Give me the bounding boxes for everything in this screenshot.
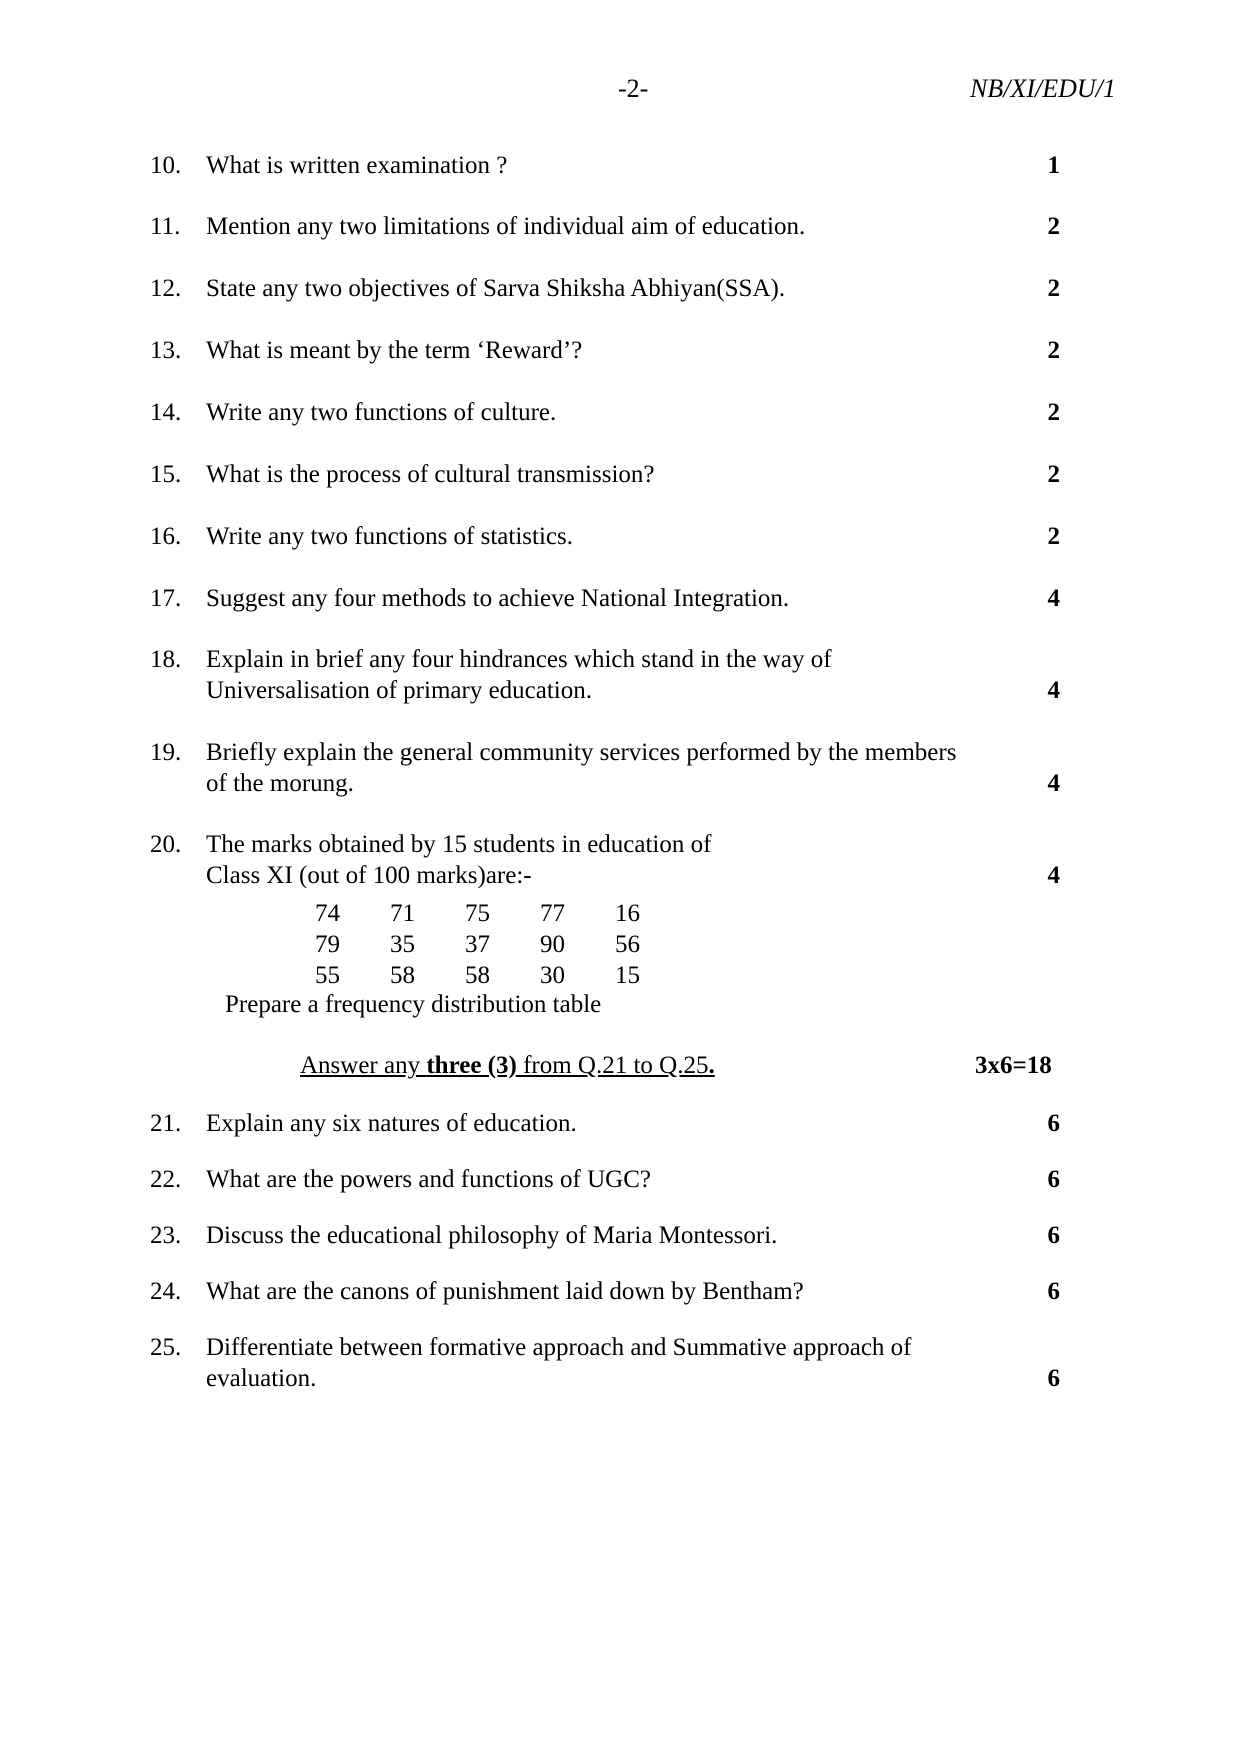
- table-cell: 37: [465, 931, 490, 958]
- question-text: What is written examination ?: [206, 152, 508, 179]
- question-number: 12.: [150, 275, 182, 302]
- q20-instruction: Prepare a frequency distribution table: [225, 991, 602, 1018]
- question-text: [206, 1332, 986, 1394]
- question-text: [206, 737, 1036, 799]
- question-line-1: Explain in brief any four hindrances which stand in the way of: [206, 646, 832, 673]
- section-period: .: [708, 1052, 715, 1079]
- question-line-2: of the morung.: [206, 770, 354, 797]
- question-marks: 4: [1047, 677, 1060, 704]
- question-line-1: Briefly explain the general community services performed by the members: [206, 739, 957, 766]
- question-text: What is the process of cultural transmission?: [206, 461, 655, 488]
- question-number: 17.: [150, 585, 182, 612]
- table-cell: 55: [315, 962, 340, 989]
- question-line-2: evaluation.: [206, 1365, 317, 1392]
- table-cell: 79: [315, 931, 340, 958]
- question-number: 11.: [150, 213, 181, 240]
- question-number: 18.: [150, 646, 182, 673]
- question-number: 19.: [150, 739, 182, 766]
- question-text: State any two objectives of Sarva Shiksha Abhiyan(SSA).: [206, 275, 786, 302]
- table-cell: 90: [540, 931, 565, 958]
- question-text: [206, 644, 986, 706]
- question-number: 15.: [150, 461, 182, 488]
- section-suffix: from Q.21 to Q.25: [516, 1052, 709, 1079]
- question-text: Explain any six natures of education.: [206, 1110, 577, 1137]
- table-cell: 58: [390, 962, 415, 989]
- question-marks: 2: [1047, 337, 1060, 364]
- question-marks: 6: [1047, 1110, 1060, 1137]
- question-marks: 1: [1047, 152, 1060, 179]
- question-text: Write any two functions of statistics.: [206, 523, 573, 550]
- marks-data-table: [290, 898, 665, 991]
- section-marks: 3x6=18: [975, 1052, 1052, 1079]
- section-bold: three (3): [426, 1052, 517, 1079]
- question-text: Write any two functions of culture.: [206, 399, 557, 426]
- question-number: 21.: [150, 1110, 182, 1137]
- question-line-1: The marks obtained by 15 students in education of: [206, 831, 712, 858]
- question-text: Suggest any four methods to achieve National Integration.: [206, 585, 790, 612]
- question-marks: 2: [1047, 213, 1060, 240]
- question-number: 24.: [150, 1278, 182, 1305]
- table-row: [290, 929, 665, 960]
- question-number: 25.: [150, 1334, 182, 1361]
- question-marks: 4: [1047, 585, 1060, 612]
- question-number: 22.: [150, 1166, 182, 1193]
- question-marks: 6: [1047, 1278, 1060, 1305]
- table-cell: 56: [615, 931, 640, 958]
- question-number: 16.: [150, 523, 182, 550]
- question-number: 20.: [150, 831, 182, 858]
- table-cell: 75: [465, 900, 490, 927]
- table-row: [290, 960, 665, 991]
- question-line-2: Universalisation of primary education.: [206, 677, 592, 704]
- table-cell: 74: [315, 900, 340, 927]
- paper-code: NB/XI/EDU/1: [970, 74, 1116, 103]
- table-row: [290, 898, 665, 929]
- question-marks: 4: [1047, 770, 1060, 797]
- question-marks: 4: [1047, 862, 1060, 889]
- question-marks: 6: [1047, 1222, 1060, 1249]
- question-marks: 2: [1047, 523, 1060, 550]
- section-prefix: Answer any: [300, 1052, 427, 1079]
- page-number: -2-: [618, 74, 649, 103]
- question-text: What are the canons of punishment laid down by Bentham?: [206, 1278, 804, 1305]
- table-cell: 71: [390, 900, 415, 927]
- table-cell: 58: [465, 962, 490, 989]
- question-marks: 6: [1047, 1365, 1060, 1392]
- question-marks: 2: [1047, 399, 1060, 426]
- table-cell: 77: [540, 900, 565, 927]
- question-line-1: Differentiate between formative approach and Summative approach of: [206, 1334, 912, 1361]
- question-number: 13.: [150, 337, 182, 364]
- table-cell: 30: [540, 962, 565, 989]
- question-text: Discuss the educational philosophy of Maria Montessori.: [206, 1222, 778, 1249]
- question-text: [206, 829, 986, 891]
- question-marks: 2: [1047, 461, 1060, 488]
- question-marks: 2: [1047, 275, 1060, 302]
- question-text: What are the powers and functions of UGC?: [206, 1166, 651, 1193]
- section-instruction: [300, 1052, 715, 1080]
- question-text: What is meant by the term ‘Reward’?: [206, 337, 583, 364]
- question-marks: 6: [1047, 1166, 1060, 1193]
- table-cell: 15: [615, 962, 640, 989]
- question-text: Mention any two limitations of individual aim of education.: [206, 213, 806, 240]
- question-number: 14.: [150, 399, 182, 426]
- table-cell: 16: [615, 900, 640, 927]
- question-number: 10.: [150, 152, 182, 179]
- table-cell: 35: [390, 931, 415, 958]
- question-number: 23.: [150, 1222, 182, 1249]
- question-line-2: Class XI (out of 100 marks)are:-: [206, 862, 532, 889]
